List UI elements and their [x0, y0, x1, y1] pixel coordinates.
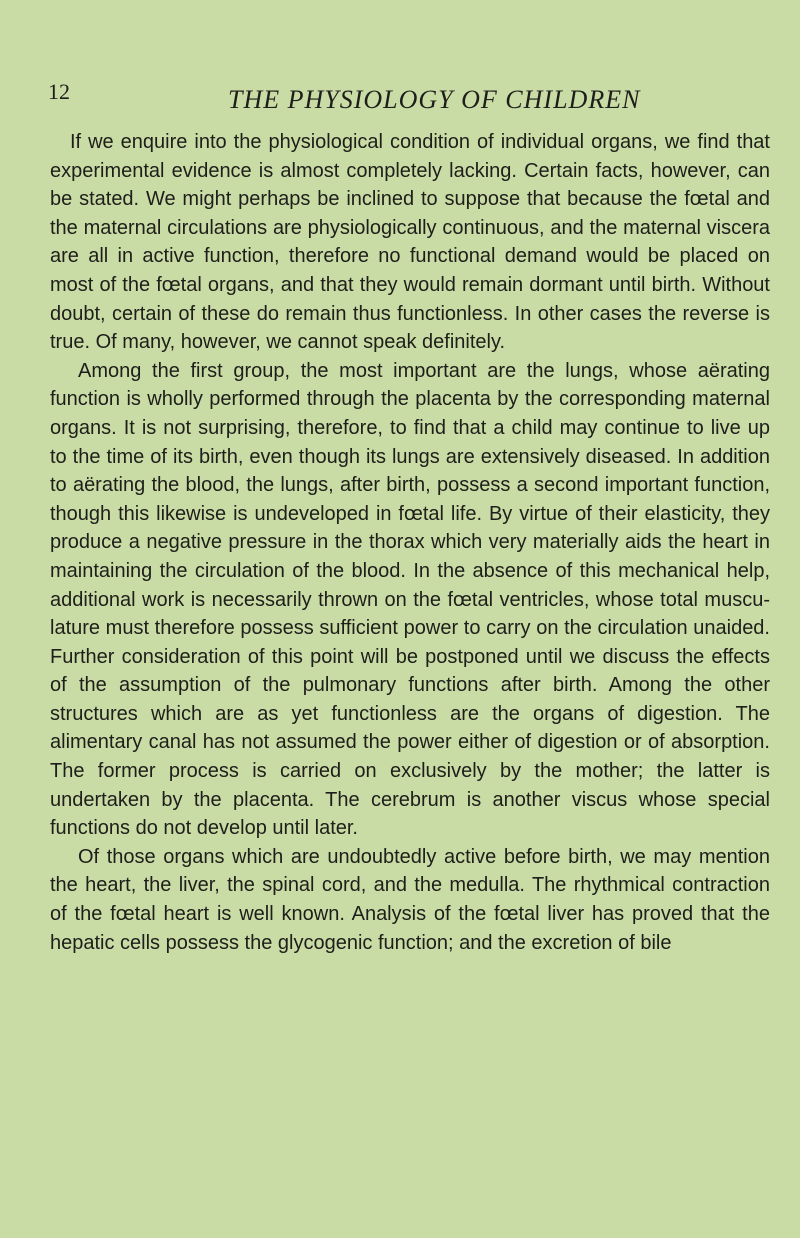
page-header — [40, 78, 760, 114]
paragraph-2: Among the first group, the most important are the lungs, whose aërating function is wholly performed through the placenta by the corresponding maternal organs. It is not surprising, therefore, to find that a child may continue to live up to the time of its birth, even though its lungs are extensively diseased. In addition to aërating the blood, the lungs, after birth, possess a second important function, though this likewise is undeveloped in fœtal life. By virtue of their elasticity, they produce a negative pressure in the thorax which very materially aids the heart in maintaining the circulation of the blood. In the absence of this mechanical help, additional work is necessarily thrown on the fœtal ventricles, whose total musculature must therefore possess sufficient power to carry on the circulation unaided. Further consideration of this point will be postponed until we discuss the effects of the assumption of the pulmonary functions after birth. Among the other structures which are as yet functionless are the organs of digestion. The alimentary canal has not assumed the power either of digestion or of absorption. The former process is carried on exclusively by the mother; the latter is undertaken by the placenta. The cerebrum is another viscus whose special functions do not develop until later. — [50, 359, 770, 840]
paragraph-1: If we enquire into the physiological condition of individual organs, we find that experimental evidence is almost completely lacking. Certain facts, however, can be stated. We might perhaps be inclined to suppose that because the fœtal and the maternal circulations are physiologically continuous, and the maternal viscera are all in active function, therefore no functional demand would be placed on most of the fœtal organs, and that they would remain dormant until birth. Without doubt, certain of these do remain thus functionless. In other cases the reverse is true. Of many, however, we cannot speak definitely. — [50, 131, 770, 354]
running-head: THE PHYSIOLOGY OF CHILDREN — [228, 85, 641, 114]
body-text — [50, 128, 770, 957]
page-number: 12 — [48, 79, 70, 104]
paragraph-3: Of those organs which are undoubtedly active before birth, we may mention the heart, the liver, the spinal cord, and the medulla. The rhythmical contraction of the fœtal heart is well known. Analysis of the fœtal liver has proved that the hepatic cells possess the glycogenic function; and the excretion of bile — [50, 845, 770, 954]
